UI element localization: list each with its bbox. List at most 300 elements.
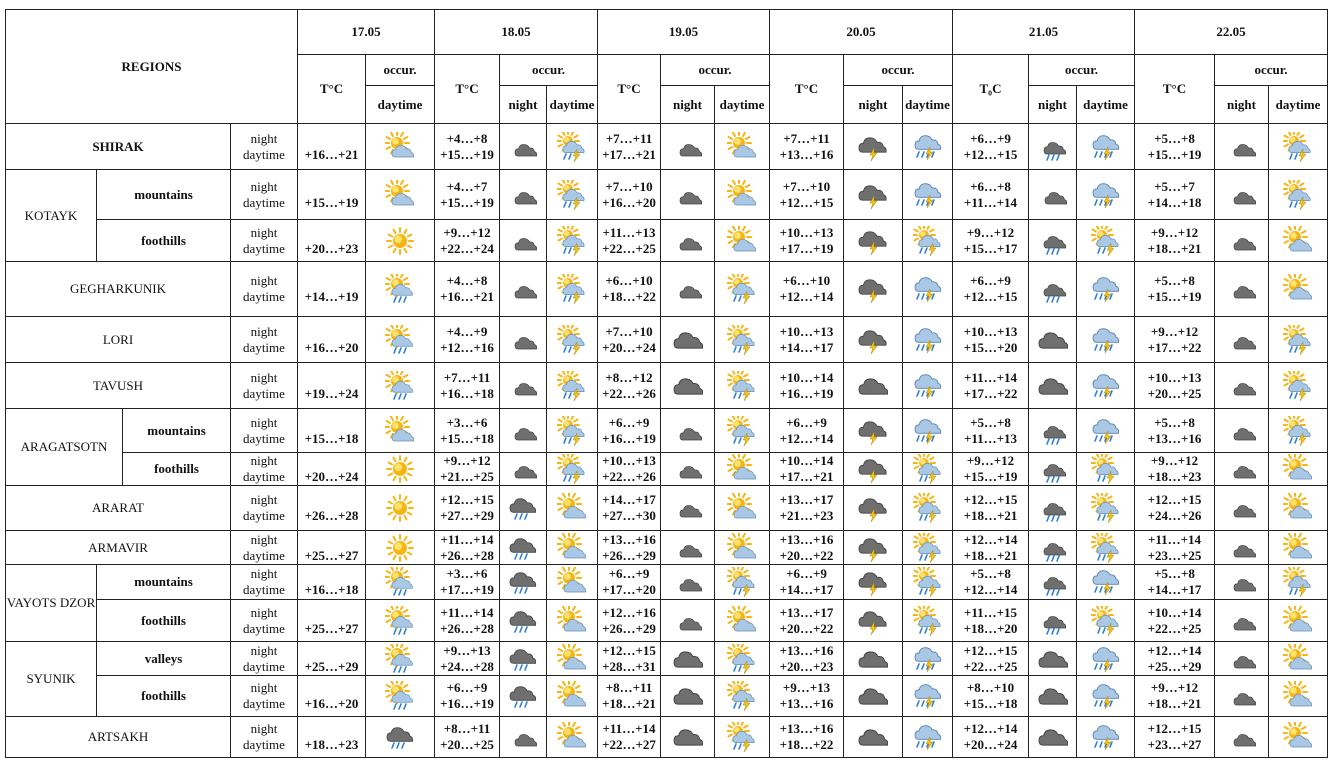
- temperature-cell: [435, 262, 500, 317]
- day-temperature: +16…+20: [602, 194, 656, 210]
- day-temperature: +22…+25: [1147, 620, 1202, 636]
- moon-cloud-icon: [1227, 180, 1257, 210]
- day-temperature: +26…+28: [440, 547, 494, 563]
- daytime-occurrence: [1077, 453, 1135, 486]
- night-occurrence: [844, 124, 903, 170]
- moon-cloud-icon: [1227, 325, 1257, 355]
- day-temperature: +27…+30: [602, 508, 656, 523]
- sun-storm-icon: [913, 226, 943, 256]
- night-temperature: +12…+15: [1147, 721, 1202, 736]
- day-temperature: +18…+22: [779, 737, 834, 752]
- moon-cloud-icon: [1227, 371, 1257, 401]
- temperature-cell: [598, 453, 661, 486]
- sun-cloud-icon: [1283, 226, 1313, 256]
- occurrence-header: occur.: [366, 55, 435, 86]
- sun-rain-icon: [385, 371, 415, 401]
- sun-cloud-icon: [1283, 493, 1313, 523]
- day-temperature: +25…+27: [304, 620, 359, 636]
- day-temperature: +15…+19: [440, 146, 494, 162]
- daytime-occurrence: [1077, 565, 1135, 600]
- sun-rain-icon: [385, 606, 415, 636]
- night-temperature: +10…+13: [1147, 369, 1202, 385]
- sun-storm-icon: [727, 274, 757, 304]
- night-occurrence: [1215, 600, 1269, 642]
- night-occurrence: [661, 565, 715, 600]
- night-label: night: [250, 224, 278, 240]
- temperature-cell: [770, 600, 844, 642]
- night-label: night: [250, 130, 278, 146]
- daytime-occurrence: [366, 363, 435, 409]
- subregion-name: foothills: [97, 676, 231, 717]
- night-temperature: +7…+10: [605, 323, 653, 339]
- sun-cloud-icon: [1283, 454, 1313, 484]
- moon-rain-icon: [1038, 454, 1068, 484]
- temperature-cell: [1135, 600, 1215, 642]
- period-labels: [231, 676, 298, 717]
- night-occurrence: [1215, 486, 1269, 531]
- daytime-occurrence: [1077, 600, 1135, 642]
- moon-cloud-icon: [1227, 681, 1257, 711]
- temperature-header: T°C: [770, 55, 844, 124]
- cloud-icon: [673, 371, 703, 401]
- night-label: night: [250, 604, 278, 620]
- night-occurrence: [844, 676, 903, 717]
- day-temperature: +12…+14: [779, 430, 834, 446]
- day-temperature: +11…+13: [963, 430, 1018, 446]
- region-name: SYUNIK: [6, 642, 97, 717]
- moon-cloud-icon: [508, 226, 538, 256]
- daytime-occurrence: [547, 453, 598, 486]
- daytime-occurrence: [1077, 642, 1135, 676]
- period-labels: [231, 453, 298, 486]
- moon-cloud-icon: [508, 274, 538, 304]
- daytime-occurrence: [547, 642, 598, 676]
- night-temperature: +7…+10: [782, 178, 831, 194]
- daytime-occurrence: [1269, 531, 1328, 565]
- moon-cloud-icon: [1038, 180, 1068, 210]
- night-temperature: +5…+8: [1154, 130, 1195, 146]
- day-temperature: +16…+19: [602, 430, 656, 446]
- sun-icon: [385, 493, 415, 523]
- night-occurrence: [844, 453, 903, 486]
- temperature-header: T°C: [435, 55, 500, 124]
- day-temperature: +28…+31: [602, 658, 656, 674]
- period-labels: [231, 124, 298, 170]
- moon-rain-icon: [1038, 567, 1068, 597]
- cloud-icon: [1038, 722, 1068, 752]
- night-occurrence: [500, 717, 547, 758]
- night-label: night: [250, 531, 278, 547]
- night-occurrence: [500, 453, 547, 486]
- night-occurrence: [844, 220, 903, 262]
- region-row: [6, 565, 1328, 600]
- temperature-cell: [598, 124, 661, 170]
- temperature-cell: [1135, 676, 1215, 717]
- daytime-header: daytime: [903, 86, 953, 124]
- storm-rain-icon: [1091, 567, 1121, 597]
- sun-cloud-icon: [1283, 274, 1313, 304]
- moon-cloud-icon: [673, 416, 703, 446]
- day-temperature: +20…+24: [602, 339, 656, 355]
- storm-rain-icon: [913, 325, 943, 355]
- night-temperature: +12…+15: [602, 642, 656, 658]
- daytime-occurrence: [1269, 600, 1328, 642]
- temperature-cell: [298, 531, 366, 565]
- period-labels: [231, 486, 298, 531]
- temperature-cell: [770, 170, 844, 220]
- thunder-cloud-icon: [858, 274, 888, 304]
- daytime-label: daytime: [243, 508, 285, 523]
- daytime-occurrence: [903, 600, 953, 642]
- temperature-cell: [298, 317, 366, 363]
- thunder-cloud-icon: [858, 567, 888, 597]
- temperature-cell: [598, 676, 661, 717]
- sun-cloud-icon: [557, 606, 587, 636]
- daytime-label: daytime: [243, 658, 285, 674]
- period-labels: [231, 363, 298, 409]
- daytime-occurrence: [547, 220, 598, 262]
- temperature-cell: [770, 676, 844, 717]
- night-header: night: [500, 86, 547, 124]
- date-header: 20.05: [770, 10, 953, 55]
- night-temperature: +6…+10: [605, 273, 653, 288]
- night-occurrence: [1029, 565, 1077, 600]
- temperature-cell: [298, 409, 366, 453]
- night-label: night: [250, 680, 278, 695]
- region-name: ARTSAKH: [6, 717, 231, 758]
- cloud-icon: [1038, 325, 1068, 355]
- night-temperature: +9…+13: [443, 642, 491, 658]
- sun-storm-icon: [557, 226, 587, 256]
- day-temperature: +16…+20: [304, 696, 359, 711]
- temperature-cell: [953, 453, 1029, 486]
- day-temperature: +20…+25: [440, 737, 494, 752]
- night-temperature: +12…+15: [440, 492, 494, 507]
- temperature-cell: [953, 220, 1029, 262]
- temperature-cell: [953, 409, 1029, 453]
- day-temperature: +20…+23: [304, 240, 359, 256]
- night-temperature: +6…+9: [446, 680, 488, 695]
- night-occurrence: [661, 600, 715, 642]
- sun-storm-icon: [727, 644, 757, 674]
- daytime-label: daytime: [243, 620, 285, 636]
- temperature-header: T°C: [598, 55, 661, 124]
- temperature-cell: [770, 717, 844, 758]
- daytime-occurrence: [903, 642, 953, 676]
- daytime-occurrence: [715, 531, 770, 565]
- sun-storm-icon: [727, 416, 757, 446]
- sun-storm-icon: [557, 325, 587, 355]
- night-occurrence: [661, 262, 715, 317]
- day-temperature: +12…+15: [779, 194, 834, 210]
- sun-rain-icon: [385, 681, 415, 711]
- day-temperature: +17…+21: [602, 146, 656, 162]
- night-occurrence: [1029, 363, 1077, 409]
- night-occurrence: [661, 220, 715, 262]
- day-temperature: +17…+20: [602, 582, 656, 597]
- day-temperature: +20…+22: [779, 620, 834, 636]
- storm-rain-icon: [1091, 681, 1121, 711]
- region-row: [6, 486, 1328, 531]
- sun-storm-icon: [727, 325, 757, 355]
- night-temperature: +10…+14: [779, 453, 834, 468]
- day-temperature: +12…+15: [963, 146, 1018, 162]
- daytime-occurrence: [547, 363, 598, 409]
- night-occurrence: [844, 317, 903, 363]
- temperature-cell: [598, 717, 661, 758]
- day-temperature: +15…+17: [963, 240, 1018, 256]
- sun-storm-icon: [727, 681, 757, 711]
- sun-cloud-icon: [385, 416, 415, 446]
- temperature-cell: [435, 717, 500, 758]
- night-header: night: [661, 86, 715, 124]
- daytime-occurrence: [1269, 486, 1328, 531]
- temperature-cell: [435, 363, 500, 409]
- moon-cloud-icon: [1227, 416, 1257, 446]
- night-temperature: +11…+13: [602, 224, 656, 240]
- daytime-occurrence: [366, 317, 435, 363]
- storm-rain-icon: [913, 371, 943, 401]
- daytime-header: daytime: [715, 86, 770, 124]
- temperature-cell: [770, 124, 844, 170]
- daytime-label: daytime: [243, 547, 285, 563]
- sun-cloud-icon: [727, 606, 757, 636]
- moon-rain-icon: [1038, 416, 1068, 446]
- night-temperature: +11…+14: [602, 721, 656, 736]
- night-occurrence: [844, 363, 903, 409]
- region-row: [6, 220, 1328, 262]
- temperature-cell: [435, 642, 500, 676]
- period-labels: [231, 262, 298, 317]
- night-occurrence: [1029, 600, 1077, 642]
- night-label: night: [250, 323, 278, 339]
- night-occurrence: [661, 676, 715, 717]
- day-temperature: +14…+17: [1147, 582, 1202, 597]
- temperature-cell: [298, 453, 366, 486]
- day-temperature: +20…+24: [963, 737, 1018, 752]
- daytime-occurrence: [903, 220, 953, 262]
- temperature-cell: [770, 453, 844, 486]
- sun-storm-icon: [1283, 325, 1313, 355]
- daytime-label: daytime: [243, 289, 285, 304]
- moon-cloud-icon: [508, 416, 538, 446]
- moon-cloud-icon: [673, 493, 703, 523]
- daytime-occurrence: [903, 317, 953, 363]
- storm-rain-icon: [1091, 644, 1121, 674]
- day-temperature: +13…+16: [1147, 430, 1202, 446]
- day-temperature: +26…+29: [602, 547, 656, 563]
- moon-cloud-icon: [1227, 454, 1257, 484]
- night-temperature: +9…+12: [443, 224, 491, 240]
- night-temperature: +11…+15: [963, 604, 1018, 620]
- daytime-occurrence: [903, 124, 953, 170]
- night-occurrence: [661, 409, 715, 453]
- night-header: night: [844, 86, 903, 124]
- temperature-cell: [298, 600, 366, 642]
- night-occurrence: [661, 531, 715, 565]
- temperature-cell: [1135, 409, 1215, 453]
- sun-cloud-icon: [727, 493, 757, 523]
- night-occurrence: [1029, 409, 1077, 453]
- sun-cloud-icon: [557, 533, 587, 563]
- night-occurrence: [661, 170, 715, 220]
- subregion-name: foothills: [97, 600, 231, 642]
- day-temperature: +21…+25: [440, 469, 494, 484]
- day-temperature: +15…+19: [1147, 289, 1202, 304]
- night-occurrence: [1215, 676, 1269, 717]
- moon-cloud-icon: [1227, 644, 1257, 674]
- day-temperature: +15…+19: [440, 194, 494, 210]
- occurrence-header: occur.: [661, 55, 770, 86]
- temperature-cell: [1135, 170, 1215, 220]
- night-occurrence: [844, 565, 903, 600]
- sun-storm-icon: [1283, 371, 1313, 401]
- night-temperature: +8…+11: [605, 680, 653, 695]
- sun-cloud-icon: [727, 454, 757, 484]
- night-temperature: +9…+12: [443, 453, 491, 468]
- temperature-cell: [598, 600, 661, 642]
- night-label: night: [250, 369, 278, 385]
- region-row: [6, 717, 1328, 758]
- sun-cloud-icon: [727, 533, 757, 563]
- daytime-occurrence: [366, 220, 435, 262]
- night-temperature: +7…+11: [783, 130, 830, 146]
- storm-rain-icon: [1091, 325, 1121, 355]
- moon-rain-icon: [1038, 274, 1068, 304]
- daytime-occurrence: [1269, 717, 1328, 758]
- daytime-label: daytime: [243, 194, 285, 210]
- day-temperature: +24…+28: [440, 658, 494, 674]
- night-label: night: [250, 453, 278, 468]
- moon-cloud-icon: [1227, 567, 1257, 597]
- weather-forecast-table: [5, 9, 1328, 758]
- day-temperature: +15…+18: [440, 430, 494, 446]
- night-occurrence: [844, 409, 903, 453]
- day-temperature: +14…+18: [1147, 194, 1202, 210]
- night-temperature: +12…+14: [1147, 642, 1202, 658]
- temperature-header: T°C: [1135, 55, 1215, 124]
- night-occurrence: [1215, 409, 1269, 453]
- thunder-cloud-icon: [858, 180, 888, 210]
- daytime-occurrence: [1077, 717, 1135, 758]
- daytime-label: daytime: [243, 385, 285, 401]
- daytime-occurrence: [715, 642, 770, 676]
- night-occurrence: [1215, 453, 1269, 486]
- moon-cloud-icon: [673, 180, 703, 210]
- occurrence-header: occur.: [844, 55, 953, 86]
- temperature-cell: [770, 317, 844, 363]
- subregion-name: mountains: [97, 565, 231, 600]
- day-temperature: +18…+21: [602, 696, 656, 711]
- sun-storm-icon: [1283, 132, 1313, 162]
- temperature-cell: [953, 717, 1029, 758]
- day-temperature: +20…+24: [304, 469, 359, 484]
- night-temperature: +4…+8: [446, 273, 488, 288]
- forecast-body: [6, 124, 1328, 758]
- temperature-cell: [953, 124, 1029, 170]
- temperature-cell: [953, 363, 1029, 409]
- cloud-icon: [858, 722, 888, 752]
- daytime-occurrence: [1269, 676, 1328, 717]
- temperature-cell: [1135, 220, 1215, 262]
- temperature-cell: [435, 565, 500, 600]
- day-temperature: +16…+21: [440, 289, 494, 304]
- sun-rain-icon: [385, 567, 415, 597]
- day-temperature: +12…+16: [440, 339, 494, 355]
- moon-rain-icon: [1038, 606, 1068, 636]
- day-temperature: +20…+25: [1147, 385, 1202, 401]
- night-occurrence: [1029, 124, 1077, 170]
- temperature-cell: [1135, 363, 1215, 409]
- daytime-occurrence: [903, 486, 953, 531]
- daytime-occurrence: [547, 317, 598, 363]
- sun-cloud-icon: [557, 722, 587, 752]
- daytime-occurrence: [903, 262, 953, 317]
- moon-rain-icon: [1038, 226, 1068, 256]
- temperature-cell: [1135, 262, 1215, 317]
- moon-cloud-icon: [1227, 722, 1257, 752]
- temperature-cell: [770, 531, 844, 565]
- temperature-header: T°C: [298, 55, 366, 124]
- night-temperature: +6…+9: [970, 273, 1011, 288]
- moon-rain-icon: [1038, 533, 1068, 563]
- region-name: ARAGATSOTN: [6, 409, 123, 486]
- cloud-rain-icon: [508, 681, 538, 711]
- temperature-cell: [770, 642, 844, 676]
- temperature-cell: [598, 409, 661, 453]
- daytime-occurrence: [1077, 363, 1135, 409]
- date-header: 22.05: [1135, 10, 1328, 55]
- night-occurrence: [1029, 317, 1077, 363]
- daytime-label: daytime: [243, 582, 285, 597]
- daytime-occurrence: [547, 531, 598, 565]
- night-temperature: +10…+14: [779, 369, 834, 385]
- temperature-cell: [435, 409, 500, 453]
- daytime-occurrence: [715, 600, 770, 642]
- temperature-cell: [770, 486, 844, 531]
- sun-rain-icon: [385, 644, 415, 674]
- night-temperature: +6…+9: [608, 566, 650, 581]
- sun-storm-icon: [557, 454, 587, 484]
- night-occurrence: [1215, 717, 1269, 758]
- region-row: [6, 676, 1328, 717]
- day-temperature: +16…+18: [440, 385, 494, 401]
- sun-storm-icon: [1283, 416, 1313, 446]
- cloud-icon: [673, 325, 703, 355]
- night-temperature: +8…+12: [605, 369, 653, 385]
- night-occurrence: [1029, 642, 1077, 676]
- regions-header: REGIONS: [6, 10, 298, 124]
- region-row: [6, 409, 1328, 453]
- daytime-label: daytime: [243, 339, 285, 355]
- night-temperature: +7…+10: [605, 178, 653, 194]
- night-temperature: +9…+12: [1150, 453, 1199, 468]
- night-temperature: +10…+13: [963, 323, 1018, 339]
- night-temperature: +6…+9: [608, 414, 650, 430]
- period-labels: [231, 409, 298, 453]
- night-temperature: +5…+7: [1154, 178, 1195, 194]
- daytime-occurrence: [366, 409, 435, 453]
- night-temperature: +9…+12: [1150, 680, 1199, 695]
- daytime-occurrence: [903, 676, 953, 717]
- storm-rain-icon: [1091, 132, 1121, 162]
- date-header: 17.05: [298, 10, 435, 55]
- sun-storm-icon: [1283, 180, 1313, 210]
- region-row: [6, 124, 1328, 170]
- region-name: LORI: [6, 317, 231, 363]
- temperature-cell: [598, 363, 661, 409]
- night-occurrence: [1215, 642, 1269, 676]
